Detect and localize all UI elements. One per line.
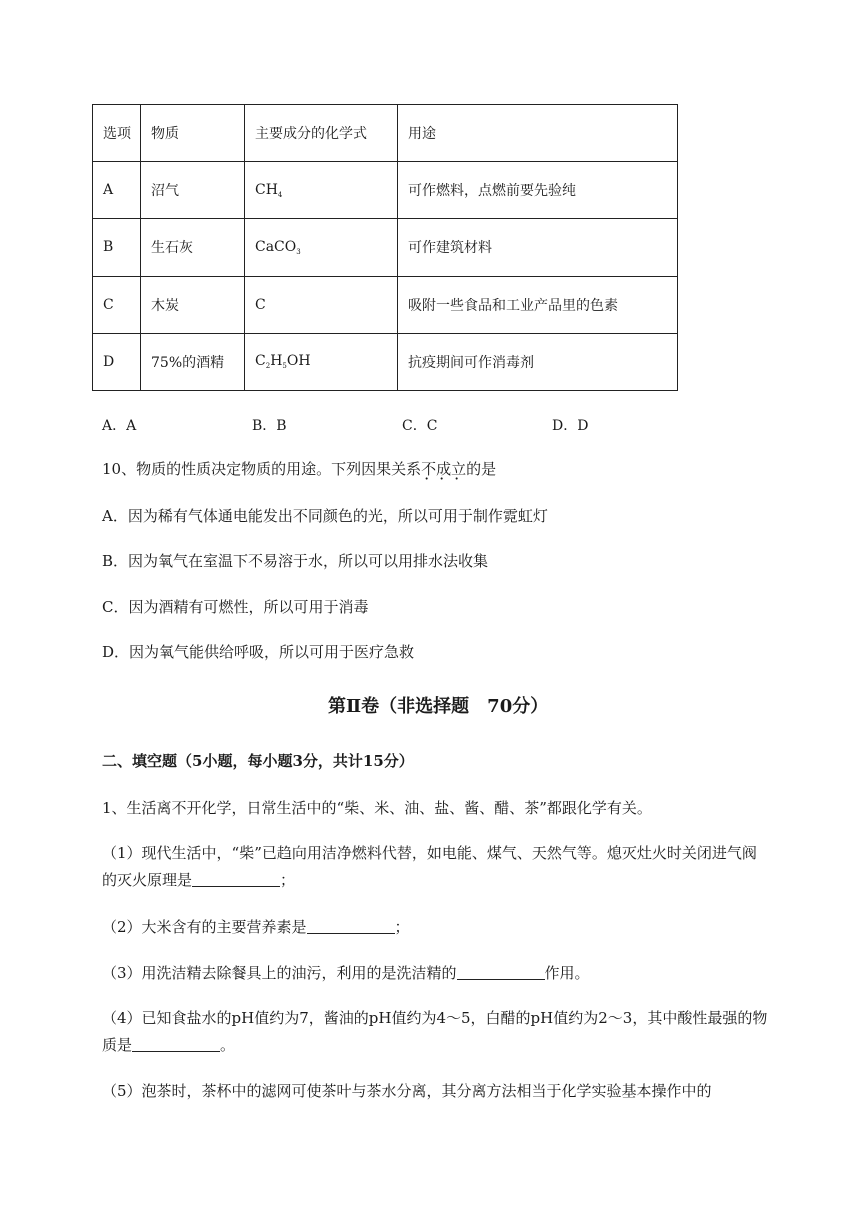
- use-cell: 抗疫期间可作消毒剂: [398, 333, 678, 390]
- q1-stem: 1、生活离不开化学，日常生活中的“柴、米、油、盐、酱、醋、茶”都跟化学有关。: [102, 799, 652, 817]
- section2-heading: 二、填空题（5小题，每小题3分，共计15分）: [102, 752, 414, 770]
- q10-stem: 10、物质的性质决定物质的用途。下列因果关系不成立的是: [102, 460, 497, 478]
- formula-cell: CaCO$_3$: [245, 219, 398, 276]
- q1-sub4-line1: （4）已知食盐水的pH值约为7，酱油的pH值约为4～5，白醋的pH值约为2～3，其中酸性最强的物: [102, 1009, 768, 1027]
- table-row: [93, 276, 678, 333]
- table-header-cell: 物质: [141, 105, 245, 162]
- answer-blank[interactable]: [132, 1037, 220, 1052]
- substance-cell: 木炭: [141, 276, 245, 333]
- option-cell: A: [93, 162, 141, 219]
- q10-option-a[interactable]: A．因为稀有气体通电能发出不同颜色的光，所以可用于制作霓虹灯: [102, 507, 548, 525]
- option-cell: B: [93, 219, 141, 276]
- use-cell: 吸附一些食品和工业产品里的色素: [398, 276, 678, 333]
- use-cell: 可作建筑材料: [398, 219, 678, 276]
- q1-sub1-line2: 的灭火原理是 ；: [102, 871, 296, 889]
- q10-option-d[interactable]: D．因为氧气能供给呼吸，所以可用于医疗急救: [102, 643, 415, 661]
- table-row: [93, 219, 678, 276]
- q10-option-c[interactable]: C．因为酒精有可燃性，所以可用于消毒: [102, 598, 369, 616]
- answer-blank[interactable]: [192, 872, 280, 887]
- option-cell: C: [93, 276, 141, 333]
- table-header-row: [93, 105, 678, 162]
- substance-cell: 生石灰: [141, 219, 245, 276]
- substance-cell: 75%的酒精: [141, 333, 245, 390]
- table-row: [93, 162, 678, 219]
- table-header-cell: 主要成分的化学式: [245, 105, 398, 162]
- q10-option-b[interactable]: B．因为氧气在室温下不易溶于水，所以可以用排水法收集: [102, 552, 489, 570]
- q1-sub2: （2）大米含有的主要营养素是 ；: [102, 918, 410, 936]
- table-header-cell: 用途: [398, 105, 678, 162]
- q1-sub5-line1: （5）泡茶时，茶杯中的滤网可使茶叶与茶水分离，其分离方法相当于化学实验基本操作中的: [102, 1082, 712, 1100]
- formula-cell: $C_2H_5OH$: [245, 333, 398, 390]
- formula-cell: $CH_4$: [245, 162, 398, 219]
- formula-cell: C: [245, 276, 398, 333]
- q1-sub4-line2: 质是 。: [102, 1036, 236, 1054]
- q9-choice-d[interactable]: D．D: [552, 418, 589, 434]
- option-cell: D: [93, 333, 141, 390]
- q1-sub3: （3）用洗洁精去除餐具上的油污，利用的是洗洁精的 作用。: [102, 964, 590, 982]
- answer-blank[interactable]: [307, 919, 395, 934]
- q9-choice-c[interactable]: C．C: [402, 418, 438, 434]
- answer-blank[interactable]: [457, 965, 545, 980]
- q1-sub1-line1: （1）现代生活中，“柴”已趋向用洁净燃料代替，如电能、煤气、天然气等。熄灭灶火时关闭进气阀: [102, 844, 757, 862]
- q9-choice-b[interactable]: B．B: [252, 418, 287, 434]
- q9-choice-a[interactable]: A．A: [102, 418, 137, 434]
- table-header-cell: 选项: [93, 105, 141, 162]
- table-row: [93, 333, 678, 390]
- use-cell: 可作燃料，点燃前要先验纯: [398, 162, 678, 219]
- options-table: [92, 104, 678, 391]
- part2-title: 第Ⅱ卷（非选择题 70分）: [328, 696, 549, 717]
- substance-cell: 沼气: [141, 162, 245, 219]
